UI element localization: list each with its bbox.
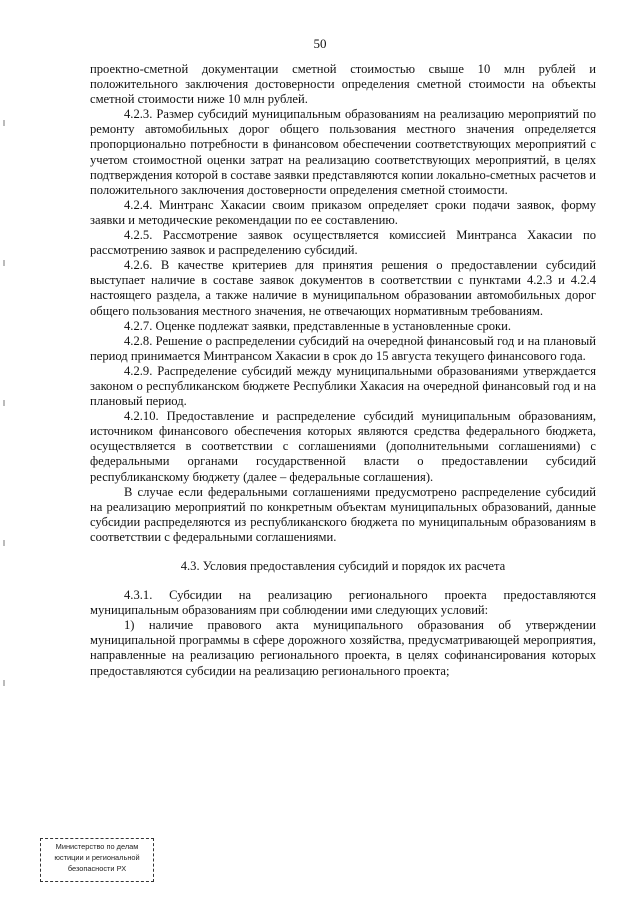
paragraph-4-2-6: 4.2.6. В качестве критериев для принятия решения о предоставлении субсидий выступает наличие в составе заявок документов в соответствии с пунктами 4.2.3 и 4.2.4 настоящего раздела, а также наличие в муниципальном образовании автомобильных дорог общего пользования местного значения, не отвечающих нормативным требованиям. — [90, 258, 596, 318]
stamp-line-3: безопасности РХ — [67, 864, 127, 873]
paragraph-condition-1: 1) наличие правового акта муниципального образования об утверждении муниципальной программы в сфере дорожного хозяйства, предусматривающей мероприятия, направленные на реализацию регионального проекта, в целях софинансирования которых предоставляются субсидии на реализацию регионального проекта; — [90, 618, 596, 678]
scan-edge-mark — [3, 260, 5, 266]
scan-edge-mark — [3, 680, 5, 686]
section-heading-4-3: 4.3. Условия предоставления субсидий и порядок их расчета — [180, 559, 506, 573]
paragraph-4-2-8: 4.2.8. Решение о распределении субсидий на очередной финансовый год и на плановый период принимается Минтрансом Хакасии в срок до 15 августа текущего финансового года. — [90, 333, 596, 363]
stamp-line-2: юстиции и региональной — [54, 853, 140, 862]
paragraph-4-2-10: 4.2.10. Предоставление и распределение субсидий муниципальным образованиям, источником финансового обеспечения которых являются средства федерального бюджета, осуществляется в соответствии с соглашениями (дополнительными соглашениями) с федеральными органами государственной власти о предоставлении субсидий республиканскому бюджету (далее – федеральные соглашения). — [90, 409, 596, 484]
paragraph-continuation: проектно-сметной документации сметной стоимостью свыше 10 млн рублей и положительного заключения достоверности определения сметной стоимости на объекты сметной стоимости ниже 10 млн рублей. — [90, 62, 596, 107]
paragraph-4-2-4: 4.2.4. Минтранс Хакасии своим приказом определяет сроки подачи заявок, форму заявки и методические рекомендации по ее составлению. — [90, 197, 596, 227]
page-number: 50 — [313, 36, 327, 51]
paragraph-4-2-9: 4.2.9. Распределение субсидий между муниципальными образованиями утверждается законом о республиканском бюджете Республики Хакасия на очередной финансовый год и на плановый период. — [90, 363, 596, 409]
stamp-line-1: Министерство по делам — [55, 842, 139, 851]
paragraph-4-2-3: 4.2.3. Размер субсидий муниципальным образованиям на реализацию мероприятий по ремонту автомобильных дорог общего пользования местного значения определяется пропорционально потребности в финансовом обеспечении соответствующих мероприятий с учетом стоимостной оценки затрат на реализацию соответствующих мероприятий, в целях подтверждения которой в составе заявки представляются копии локально-сметных расчетов и положительного заключения достоверности определения сметной стоимости. — [90, 107, 596, 197]
paragraph-federal-agreements: В случае если федеральными соглашениями предусмотрено распределение субсидий на реализацию мероприятий по конкретным объектам муниципальных образований, данные субсидии распределяются из республиканского бюджета по муниципальным образованиям в соответствии с федеральными соглашениями. — [90, 484, 596, 544]
paragraph-4-3-1: 4.3.1. Субсидии на реализацию регионального проекта предоставляются муниципальным образованиям при соблюдении ими следующих условий: — [90, 588, 596, 618]
paragraph-4-2-7: 4.2.7. Оценке подлежат заявки, представленные в установленные сроки. — [124, 318, 512, 333]
registration-stamp — [40, 838, 154, 882]
document-body — [90, 62, 596, 679]
paragraph-4-2-5: 4.2.5. Рассмотрение заявок осуществляется комиссией Минтранса Хакасии по рассмотрению заявок и распределению субсидий. — [90, 228, 596, 258]
scan-edge-mark — [3, 120, 5, 126]
scan-edge-mark — [3, 400, 5, 406]
scan-edge-mark — [3, 540, 5, 546]
